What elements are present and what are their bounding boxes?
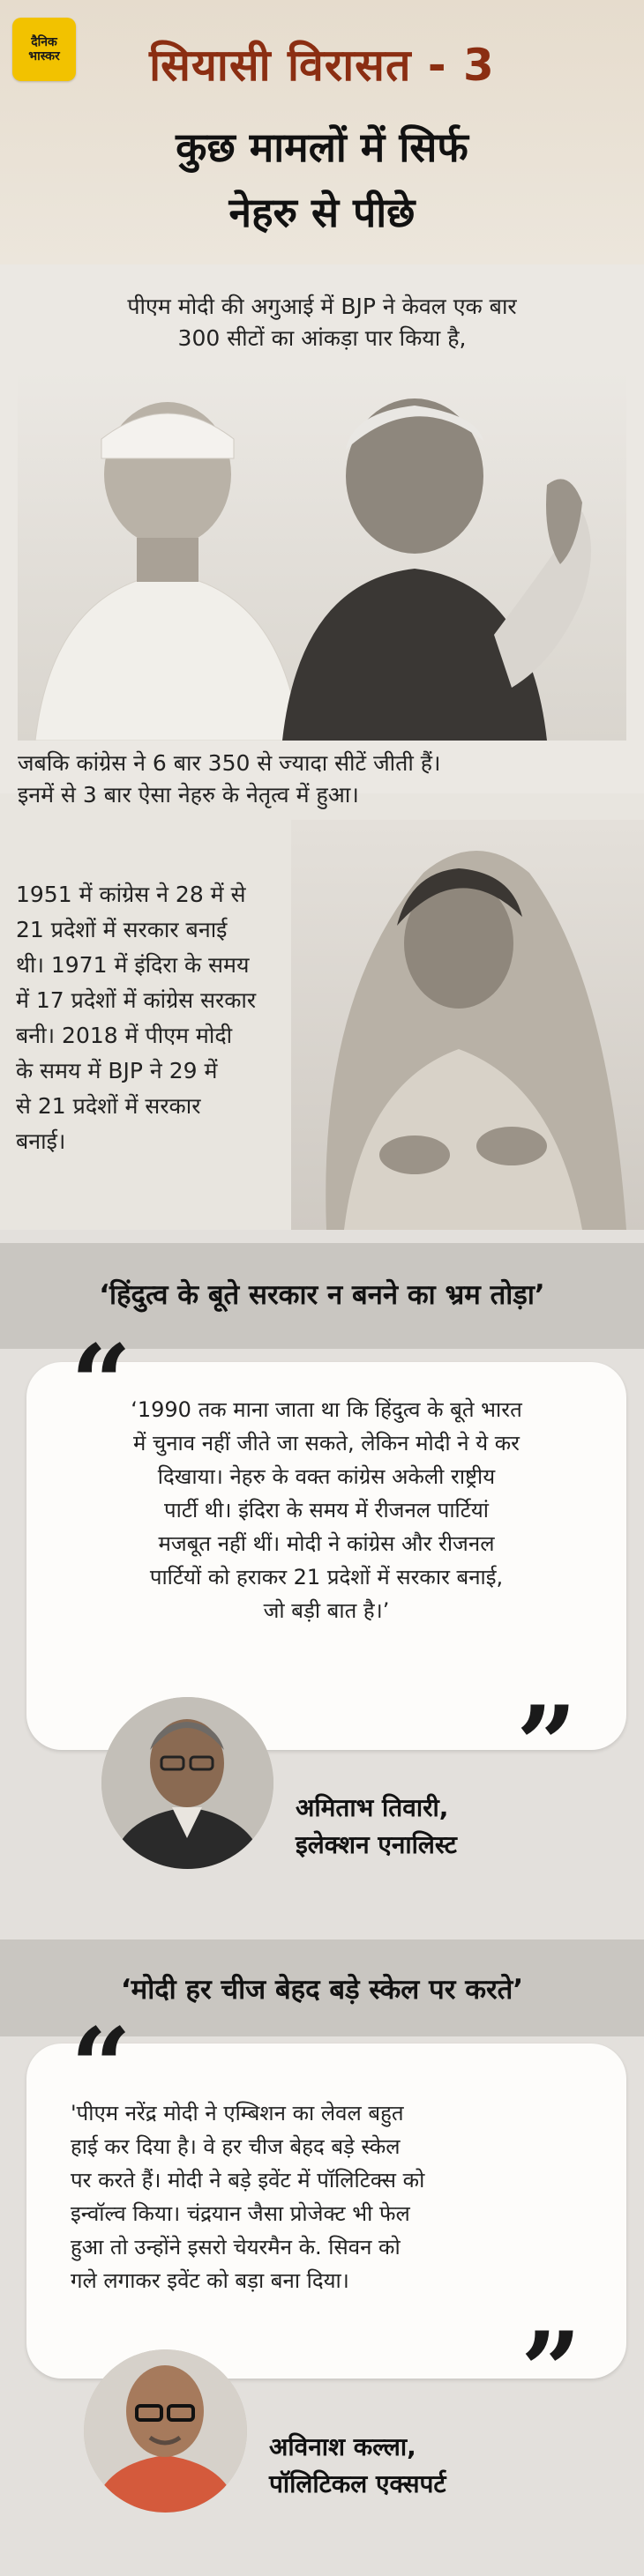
quote1-line: दिखाया। नेहरु के वक्त कांग्रेस अकेली राष्ट्रीय [157, 1464, 496, 1489]
state-line-3: थी। 1971 में इंदिरा के समय [16, 952, 250, 978]
quote-open-icon: “ [71, 1322, 132, 1446]
quote1-line: पार्टी थी। इंदिरा के समय में रीजनल पार्टियां [164, 1498, 489, 1523]
expert-1-caption [296, 1790, 457, 1864]
expert-1-role: इलेक्शन एनालिस्ट [296, 1830, 457, 1859]
caption-line-2: इनमें से 3 बार ऐसा नेहरु के नेतृत्व में हुआ। [18, 782, 359, 808]
quote2-line: गले लगाकर इवेंट को बड़ा बना दिया। [71, 2268, 349, 2293]
expert-1-name: अमिताभ तिवारी, [296, 1793, 449, 1822]
logo-line-2: भास्कर [28, 49, 60, 63]
quote1-line: मजबूत नहीं थीं। मोदी ने कांग्रेस और रीजनल [158, 1531, 495, 1556]
avatar-amitabh [101, 1697, 273, 1869]
quote2-heading: ‘मोदी हर चीज बेहद बड़े स्केल पर करते’ [120, 1974, 524, 2006]
quote2-line: हुआ तो उन्होंने इसरो चेयरमैन के. सिवन को [71, 2235, 401, 2260]
quote2-line: हाई कर दिया है। वे हर चीज बेहद बड़े स्केल [71, 2134, 401, 2159]
quote2-line: 'पीएम नरेंद्र मोदी ने एम्बिशन का लेवल बहुत [71, 2101, 404, 2126]
series-title: सियासी विरासत - 3 [149, 40, 495, 91]
expert-portrait-2 [84, 2349, 247, 2513]
quote2-line: पर करते हैं। मोदी ने बड़े इवेंट में पॉलिटिक्स को [71, 2168, 425, 2193]
quote1-line: जो बड़ी बात है।’ [263, 1598, 390, 1623]
leaders-illustration [18, 370, 626, 741]
expert-2-caption [269, 2429, 446, 2503]
state-line-8: बनाई। [16, 1128, 66, 1154]
headline-line-1: कुछ मामलों में सिर्फ [176, 123, 468, 171]
quote1-line: पार्टियों को हराकर 21 प्रदेशों में सरकार बनाई, [149, 1565, 504, 1590]
quote1-heading: ‘हिंदुत्व के बूते सरकार न बनने का भ्रम तोड़ा’ [99, 1279, 545, 1311]
intro-line-1: पीएम मोदी की अगुआई में BJP ने केवल एक बार [127, 294, 517, 319]
caption-text [18, 748, 626, 811]
caption-line-1: जबकि कांग्रेस ने 6 बार 350 से ज्यादा सीटें जीती हैं। [18, 750, 441, 776]
indira-text [16, 877, 351, 1159]
quote-close-icon: ” [516, 1683, 578, 1807]
page-headline [0, 115, 644, 245]
quote2-line: इन्वॉल्व किया। चंद्रयान जैसा प्रोजेक्ट भी फेल [71, 2201, 410, 2226]
quote1-text [49, 1393, 604, 1627]
headline-line-2: नेहरु से पीछे [228, 189, 416, 236]
state-line-5: बनी। 2018 में पीएम मोदी [16, 1023, 233, 1048]
state-line-2: 21 प्रदेशों में सरकार बनाई [16, 917, 228, 942]
quote1-line: ‘1990 तक माना जाता था कि हिंदुत्व के बूते भारत [131, 1397, 522, 1422]
state-line-7: से 21 प्रदेशों में सरकार [16, 1093, 201, 1119]
expert-portrait-1 [101, 1697, 273, 1869]
avatar-avinash [84, 2349, 247, 2513]
quote-close-icon: ” [520, 2309, 582, 2433]
quote1-line: में चुनाव नहीं जीते जा सकते, लेकिन मोदी ने ये कर [133, 1431, 520, 1456]
intro-text [0, 291, 644, 354]
state-line-1: 1951 में कांग्रेस ने 28 में से [16, 882, 246, 907]
intro-line-2: 300 सीटों का आंकड़ा पार किया है, [177, 325, 467, 351]
leaders-photo [18, 370, 626, 741]
quote-open-icon: “ [71, 2005, 132, 2129]
quote2-text [71, 2096, 582, 2297]
state-line-6: के समय में BJP ने 29 में [16, 1058, 218, 1083]
expert-2-role: पॉलिटिकल एक्सपर्ट [269, 2469, 446, 2498]
state-line-4: में 17 प्रदेशों में कांग्रेस सरकार [16, 987, 257, 1013]
logo-line-1: दैनिक [31, 35, 57, 49]
expert-2-name: अविनाश कल्ला, [269, 2432, 416, 2461]
